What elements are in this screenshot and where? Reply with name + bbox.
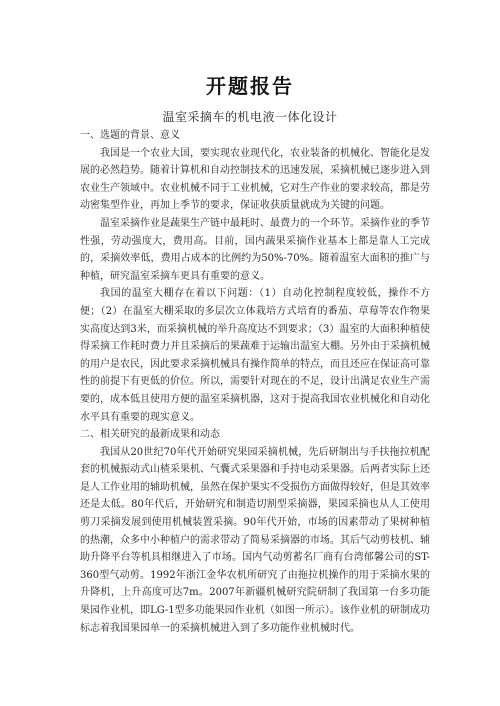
document-title: 开题报告: [206, 74, 294, 98]
paragraph: 我国是一个农业大国，要实现农业现代化，农业装备的机械化、智能化是发展的必然趋势。随着计算机和自动控制技术的迅速发展，采摘机械已逐步进入到农业生产领域中。农业机械不同于工业机械，它对生产作业的要求较高，都是劳动密集型作业，再加上季节的要求，保证收获质量就成为关键的问题。: [80, 147, 430, 212]
paragraph: 我国从20世纪70年代开始研究果园采摘机械，先后研制出与手扶拖拉机配套的机械振动式山楂采果机、气囊式采果器和手持电动采果器。后两者实际上还是人工作业用的辅助机械，虽然在保护果实不受损伤方面做得较好，但是其效率还是太低。80年代后，开始研究和制造切割型采摘器，果园采摘也从人工使用剪刀采摘发展到使用机械装置采摘。90年代开始，市场的因素带动了果树种植的热潮，众多中小种植户的需求带动了简易采摘器的市场。其后气动剪枝机、辅助升降平台等机具相继进入了市场。国内气动剪蓄名厂商有台湾郁馨公司的ST-360型气动剪。1992年浙江金华农机所研究了由拖拉机操作的用于采摘水果的升降机，上升高度可达7m。2007年新疆机械研究院研制了我国第一台多功能果园作业机，即LG-1型多功能果园作业机（如图一所示）。该作业机的研制成功标志着我国果园单一的采摘机械进入到了多功能作业机械时代。: [80, 446, 430, 634]
section-heading-research: 二、相关研究的最新成果和动态: [80, 429, 220, 441]
document-subtitle: 温室采摘车的机电液一体化设计: [162, 110, 338, 124]
section-heading-background: 一、选题的背景、意义: [80, 130, 180, 141]
paragraph: 温室采摘作业是蔬果生产链中最耗时、最费力的一个环节。采摘作业的季节性强，劳动强度大，费用高。目前，国内蔬果采摘作业基本上都是靠人工完成的，采摘效率低，费用占成本的比例约为50%-70%。随着温室大面积的推广与种植，研究温室采摘车更具有重要的意义。: [80, 217, 430, 282]
paragraph: 我国的温室大棚存在着以下问题：（1）自动化控制程度较低，操作不方便；（2）在温室大棚采取的多层次立体栽培方式培育的番茄、草莓等农作物果实高度达到3米，而采摘机械的举升高度达不到要求；（3）温室的大面积种植使得采摘工作耗时费力并且采摘后的果蔬难于运输出温室大棚。另外由于采摘机械的用户是农民，因此要求采摘机械具有操作简单的特点，而且还应在保证高可靠性的前提下有更低的价位。所以，需要针对现在的不足，设计出满足农业生产需要的，成本低且使用方便的温室采摘机器，这对于提高我国农业机械化和自动化水平具有重要的现实意义。: [80, 288, 430, 423]
document-body: [80, 127, 430, 637]
